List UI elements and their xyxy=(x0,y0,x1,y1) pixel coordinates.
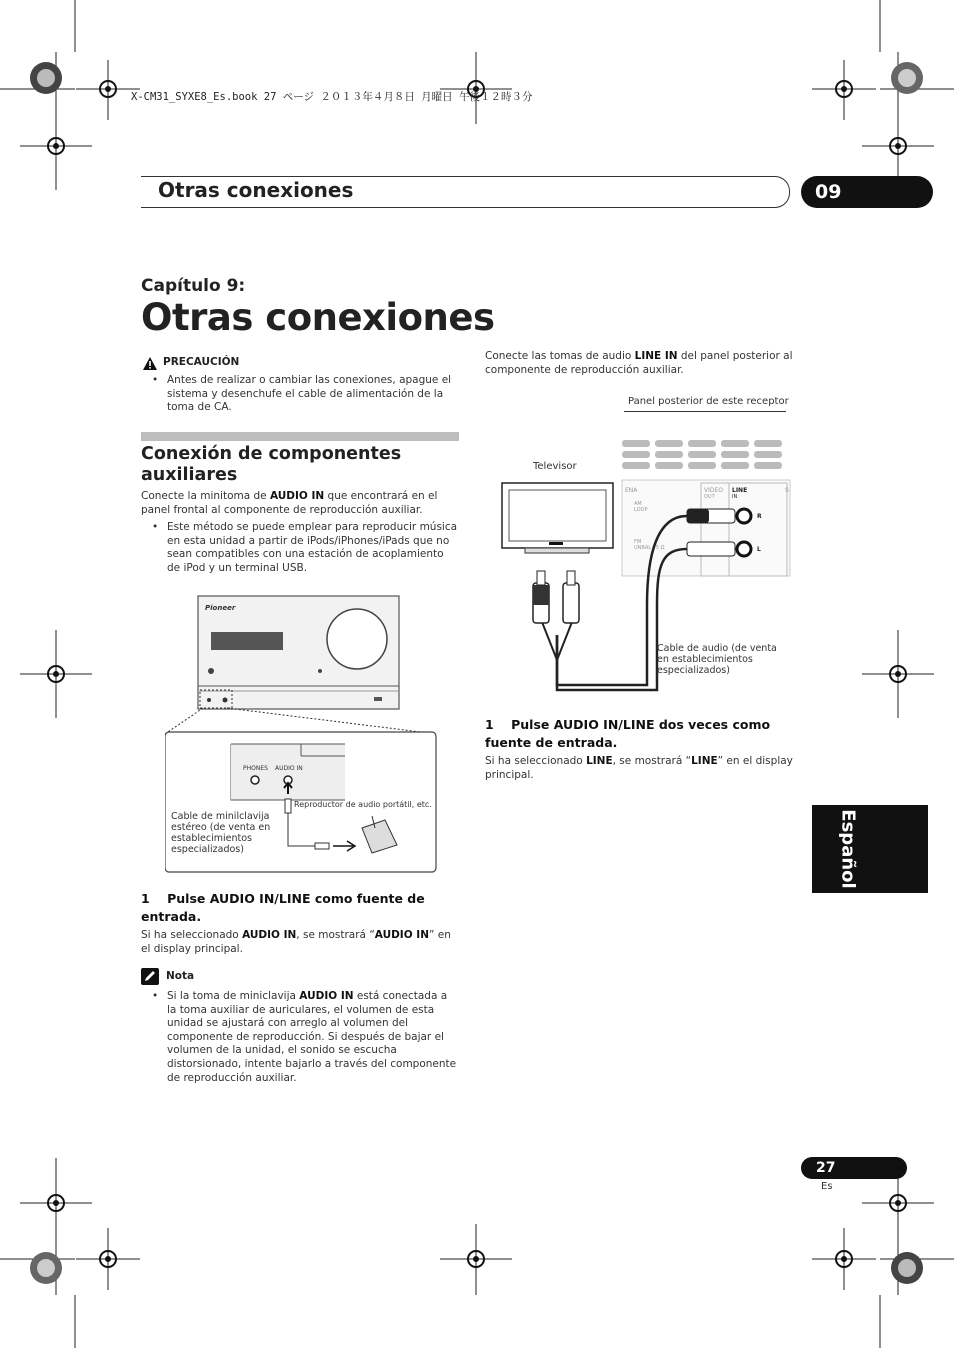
rear-panel-label-line xyxy=(624,411,786,412)
pencil-note-icon xyxy=(141,968,159,985)
svg-text:FM: FM xyxy=(634,539,642,545)
minijack-cable-label: Cable de minilclavija estéreo (de venta en establecimientos especializados) xyxy=(171,811,271,855)
step-1-instruction: 1 Pulse AUDIO IN/LINE como fuente de entrada. xyxy=(141,891,425,924)
caution-heading: PRECAUCIÓN xyxy=(163,356,240,368)
svg-text:L: L xyxy=(757,546,761,553)
caution-block xyxy=(143,355,240,374)
language-tab xyxy=(812,805,928,893)
display-window xyxy=(211,632,283,650)
warning-icon xyxy=(143,357,157,370)
rear-panel-label: Panel posterior de este receptor xyxy=(628,396,789,407)
section-bullet: • Este método se puede emplear para reproducir música en esta unidad a partir de iPods/iPhones/iPads que no sean compatibles con una estación de acoplamiento de iPod y un terminal USB. xyxy=(152,521,458,574)
svg-text:R: R xyxy=(757,513,762,520)
chapter-label: Capítulo 9: xyxy=(141,276,246,296)
step-1b-detail: Si ha seleccionado LINE, se mostrará “LINE” en el display principal. xyxy=(485,755,793,781)
caution-text: Antes de realizar o cambiar las conexiones, apague el sistema y desenchufe el cable de alimentación de la toma de CA. xyxy=(167,374,452,414)
chapter-number-badge: 09 xyxy=(801,176,933,208)
caution-bullet: • Antes de realizar o cambiar las conexiones, apague el sistema y desenchufe el cable de alimentación de la toma de CA. xyxy=(152,374,452,414)
language-tab-label: Español xyxy=(837,809,859,889)
svg-text:VIDEO: VIDEO xyxy=(704,487,724,494)
svg-text:UNBAL 75 Ω: UNBAL 75 Ω xyxy=(634,545,665,551)
page-language-code: Es xyxy=(821,1181,833,1192)
svg-text:S: S xyxy=(785,487,789,494)
book-info-line: X-CM31_SYXE8_Es.book 27 ページ ２０１３年４月８日 月曜日 午後１２時３分 xyxy=(131,91,533,103)
section-divider xyxy=(141,432,459,441)
audio-in-jack-label: AUDIO IN xyxy=(275,765,303,772)
note-bullet: • Si la toma de miniclavija AUDIO IN está conectada a la toma auxiliar de auriculares, el volumen de esta unidad se ajustará con arreglo al volumen del componente de reproducción. Si después de bajar el volumen de la unidad, el sonido se escucha distorsionado, intente bajarlo a través del componente de reproducción auxiliar. xyxy=(152,990,457,1084)
audio-cable-label: Cable de audio (de venta en establecimientos especializados) xyxy=(657,643,777,676)
step-1b-instruction: 1 Pulse AUDIO IN/LINE dos veces como fuente de entrada. xyxy=(485,717,771,750)
svg-text:ENA: ENA xyxy=(625,487,638,494)
note-heading: Nota xyxy=(166,970,195,982)
svg-text:AM: AM xyxy=(634,501,642,507)
page-number: 27 xyxy=(801,1157,907,1179)
svg-text:LINE: LINE xyxy=(732,487,748,494)
note-block xyxy=(141,968,195,989)
svg-text:LOOP: LOOP xyxy=(634,507,648,513)
step-1-detail: Si ha seleccionado AUDIO IN, se mostrará “AUDIO IN” en el display principal. xyxy=(141,929,451,955)
tv-label: Televisor xyxy=(533,461,577,472)
section-title: Conexión de componentes auxiliares xyxy=(141,444,402,485)
portable-player-label: Reproductor de audio portátil, etc. xyxy=(294,800,432,809)
svg-text:IN: IN xyxy=(732,494,738,500)
svg-text:OUT: OUT xyxy=(704,494,715,500)
header-title: Otras conexiones xyxy=(158,178,354,202)
phones-jack-label: PHONES xyxy=(243,765,268,772)
volume-knob xyxy=(327,609,387,669)
section-intro: Conecte la minitoma de AUDIO IN que encontrará en el panel frontal al componente de reproducción auxiliar. xyxy=(141,490,438,516)
right-intro: Conecte las tomas de audio LINE IN del panel posterior al componente de reproducción auxiliar. xyxy=(485,350,793,376)
brand-logo: Pioneer xyxy=(205,604,236,612)
page-title: Otras conexiones xyxy=(141,296,495,339)
